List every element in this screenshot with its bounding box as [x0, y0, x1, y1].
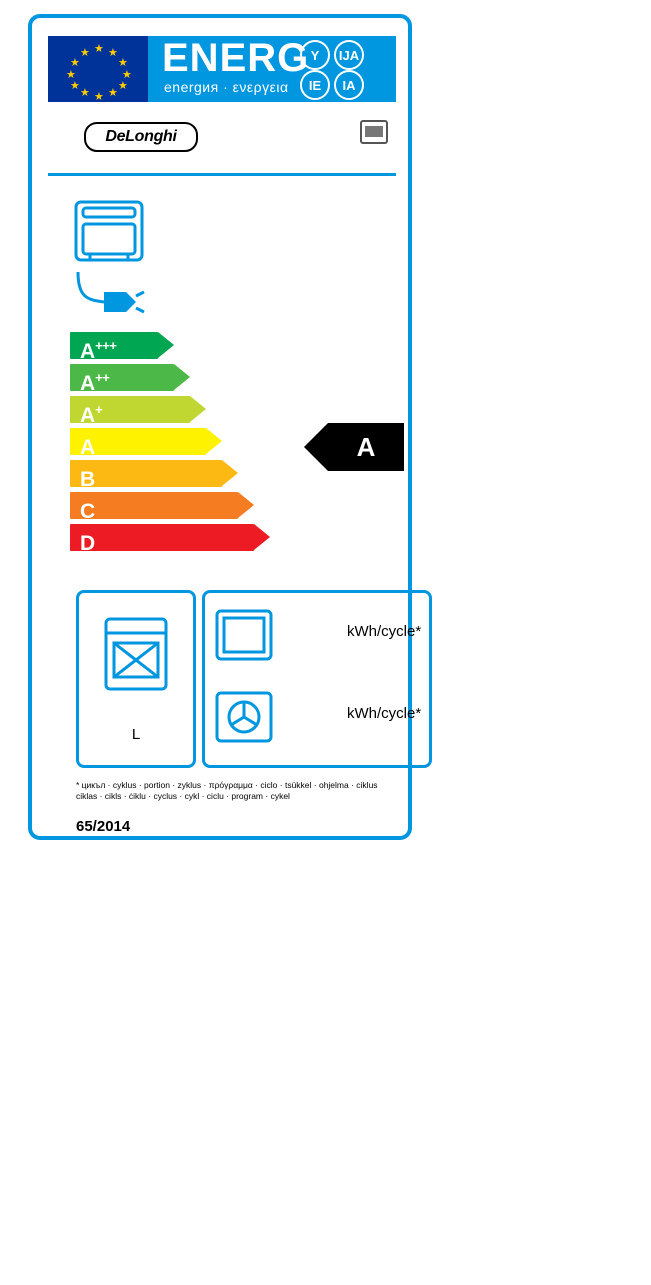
cavity-volume-box	[76, 590, 196, 768]
energ-title: ENERG	[162, 36, 310, 80]
scale-bar-label: A+++	[80, 338, 117, 363]
conventional-heating-icon	[215, 609, 273, 661]
circle-letter-3: IE	[300, 70, 330, 100]
scale-bar-c	[70, 492, 310, 523]
circle-letter-1: Y	[300, 40, 330, 70]
energy-consumption-box	[202, 590, 432, 768]
scale-bar-d	[70, 524, 310, 555]
energ-subtitle: energия · ενεργεια	[164, 79, 289, 95]
oven-icon	[74, 200, 144, 262]
consumption-row-fan	[215, 691, 427, 749]
scale-bar-label: A++	[80, 370, 110, 395]
consumption-unit-fan: kWh/cycle*	[347, 705, 422, 722]
scale-bar-label: B	[80, 468, 96, 491]
header-divider	[48, 173, 396, 176]
circle-letter-2: IJA	[334, 40, 364, 70]
circle-letter-4: IA	[334, 70, 364, 100]
scale-bar-a-plus-plus	[70, 364, 310, 395]
scale-bar-label: A+	[80, 402, 103, 427]
eu-flag-icon: ★ ★ ★ ★ ★ ★ ★ ★ ★ ★ ★ ★	[48, 36, 148, 102]
scale-bar-a-plus	[70, 396, 310, 427]
regulation-number: 65/2014	[76, 818, 131, 835]
consumption-row-conventional	[215, 609, 427, 667]
energy-wordmark	[148, 36, 396, 102]
scale-bar-a-plus-plus-plus	[70, 332, 310, 363]
scale-bar-a	[70, 428, 310, 459]
scale-bar-b	[70, 460, 310, 491]
brand-name: DeLonghi	[84, 122, 198, 152]
energy-label-card	[28, 14, 422, 840]
scale-bar-label: C	[80, 500, 96, 523]
footnote-line-2: ciklas · cikls · ċiklu · cyclus · cykl · ciclu · program · cykel	[76, 791, 290, 801]
scale-bar-label: D	[80, 532, 96, 555]
model-identifier-icon	[360, 120, 388, 144]
power-plug-icon	[74, 270, 146, 322]
result-arrow-tip	[304, 423, 328, 471]
result-class-letter: A	[356, 431, 376, 462]
scale-bar-label: A	[80, 436, 96, 459]
fan-forced-heating-icon	[215, 691, 273, 743]
footnote	[76, 780, 426, 802]
brand-row	[48, 118, 396, 164]
label-header	[48, 36, 396, 102]
oven-cavity-icon	[104, 617, 168, 693]
language-circles	[298, 40, 390, 98]
cavity-volume-value: L	[131, 726, 141, 743]
footnote-line-1: * цикъл · cyklus · portion · zyklus · πρόγραμμα · ciclo · tsükkel · ohjelma · ciklus	[76, 780, 378, 790]
consumption-unit-conventional: kWh/cycle*	[347, 623, 422, 640]
energy-class-result	[304, 423, 404, 471]
energy-class-scale	[70, 332, 310, 556]
